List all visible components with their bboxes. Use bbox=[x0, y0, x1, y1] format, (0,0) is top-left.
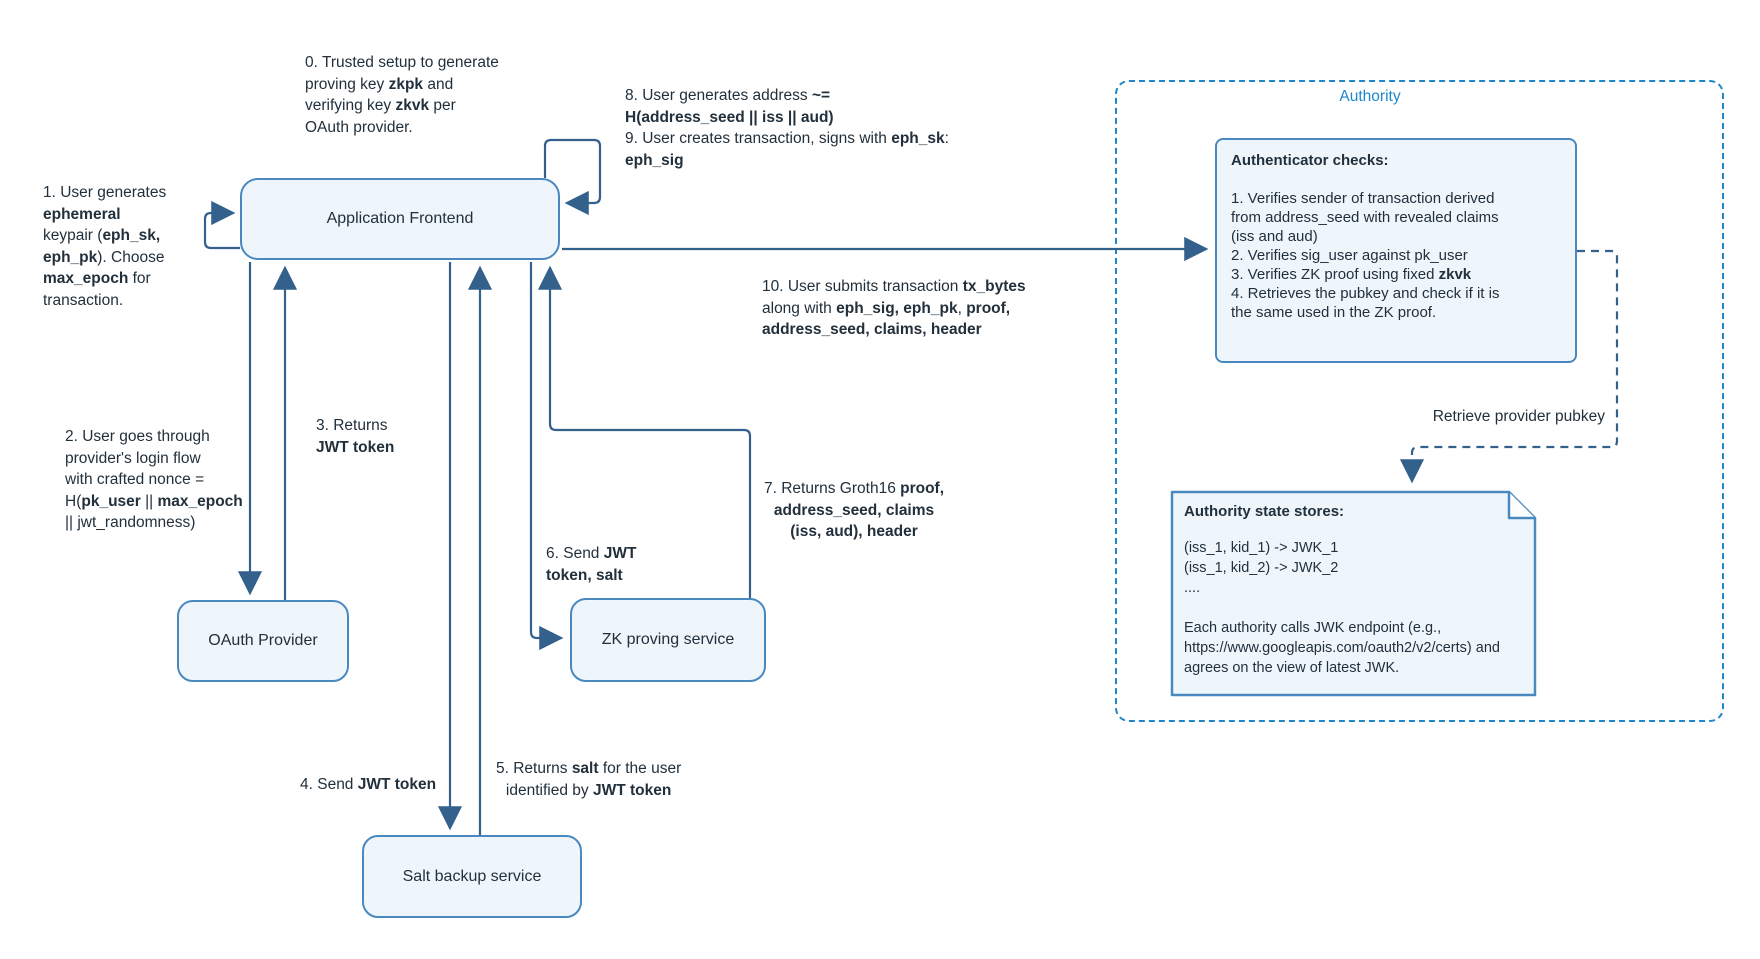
node-oauth-provider-label: OAuth Provider bbox=[208, 632, 318, 649]
node-application-frontend-label: Application Frontend bbox=[326, 210, 474, 227]
step6-label: 6. Send JWT token, salt bbox=[546, 545, 637, 584]
node-salt-backup-service bbox=[362, 835, 582, 918]
node-application-frontend bbox=[240, 178, 560, 260]
step1-label: 1. User generates ephemeral keypair (eph_sk, eph_pk). Choose max_epoch for transaction. bbox=[43, 184, 167, 309]
step10-label: 10. User submits transaction tx_bytes along with eph_sig, eph_pk, proof, address_seed, claims, header bbox=[762, 278, 1026, 338]
authority-state-stores-title: Authority state stores: bbox=[1184, 503, 1345, 520]
node-zk-proving-service bbox=[570, 598, 766, 682]
step89-label: 8. User generates address ~= H(address_seed || iss || aud) 9. User creates transaction, signs with eph_sk: eph_sig bbox=[625, 87, 949, 169]
arrow-self-loop-left bbox=[205, 213, 240, 248]
authenticator-checks-title: Authenticator checks: bbox=[1231, 152, 1389, 169]
step7-label: 7. Returns Groth16 proof, address_seed, claims (iss, aud), header bbox=[764, 480, 945, 540]
authority-label: Authority bbox=[1339, 88, 1401, 105]
step0-label: 0. Trusted setup to generate proving key zkpk and verifying key zkvk per OAuth provider. bbox=[305, 54, 499, 136]
node-oauth-provider bbox=[177, 600, 349, 682]
authenticator-checks-body: 1. Verifies sender of transaction derived from address_seed with revealed claims (iss and aud) 2. Verifies sig_user against pk_user 3. Verifies ZK proof using fixed zkvk 4. Retrieves the pubkey and check if it is the same used in the ZK proof. bbox=[1231, 190, 1500, 321]
retrieve-pubkey-label bbox=[1390, 406, 1605, 428]
authority-state-stores-note bbox=[1172, 492, 1535, 695]
step5-label: 5. Returns salt for the user identified by JWT token bbox=[496, 760, 682, 799]
step3-label: 3. Returns JWT token bbox=[316, 417, 395, 456]
node-salt-backup-service-label: Salt backup service bbox=[402, 867, 542, 885]
step4-label: 4. Send JWT token bbox=[300, 776, 437, 793]
authority-state-stores-body: (iss_1, kid_1) -> JWK_1 (iss_1, kid_2) -> JWK_2 .... Each authority calls JWK endpoint (e.g., https://www.googleapis.com/oauth2/v2/certs) and agrees on the view of latest JWK. bbox=[1184, 540, 1500, 676]
authenticator-checks-panel bbox=[1215, 138, 1577, 363]
step2-label: 2. User goes through provider's login flow with crafted nonce = H(pk_user || max_epoch || jwt_randomness) bbox=[65, 428, 243, 531]
node-zk-proving-service-label: ZK proving service bbox=[601, 631, 735, 648]
retrieve-pubkey-text: Retrieve provider pubkey bbox=[1432, 408, 1605, 425]
